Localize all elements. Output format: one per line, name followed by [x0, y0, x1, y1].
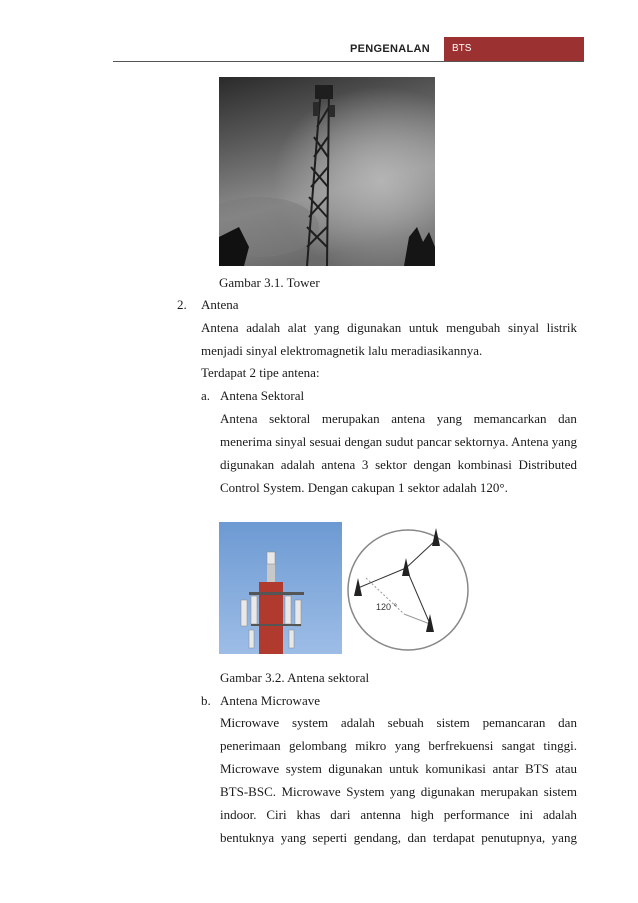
- tower-photo: [219, 77, 435, 266]
- sub-a-line2: menerima sinyal sesuai dengan sudut pancar sektornya. Antena yang: [220, 434, 578, 449]
- word: mengubah: [446, 320, 501, 335]
- figure1-caption: Gambar 3.1. Tower: [219, 275, 320, 290]
- word: penerimaan: [220, 738, 281, 753]
- word: ini: [519, 807, 534, 822]
- word: bentuknya: [220, 830, 275, 845]
- word: antar: [492, 761, 519, 776]
- word: high: [410, 807, 434, 822]
- header-tab: [444, 37, 584, 61]
- word: dari: [330, 807, 351, 822]
- sector-angle-label: 120 °: [376, 602, 398, 612]
- word: adalah: [340, 715, 375, 730]
- types-intro: Terdapat 2 tipe antena:: [201, 365, 320, 380]
- sector-diagram: [344, 518, 472, 658]
- word: adalah: [246, 320, 281, 335]
- word: terdapat: [432, 830, 475, 845]
- sub-b-letter: b.: [201, 693, 211, 708]
- word: adalah: [543, 807, 577, 822]
- word: pemancaran: [482, 715, 546, 730]
- header-tab-label: BTS: [452, 43, 472, 54]
- header-divider: [113, 61, 584, 62]
- word: untuk: [408, 320, 439, 335]
- sub-b-line1: [220, 715, 577, 731]
- sub-b-heading: Antena Microwave: [220, 693, 320, 708]
- word: dan: [558, 411, 577, 426]
- word: yang: [436, 411, 463, 426]
- word: yang: [390, 784, 416, 799]
- word: gelombang: [289, 738, 347, 753]
- sub-a-line3: [220, 457, 577, 473]
- sub-b-line5: [220, 807, 577, 823]
- word: kombinasi: [457, 457, 512, 472]
- word: sektoral: [269, 411, 311, 426]
- word: digunakan: [220, 457, 275, 472]
- word: Microwave: [281, 784, 341, 799]
- word: Distributed: [518, 457, 577, 472]
- sub-b-line6: [220, 830, 577, 846]
- antenna-photo: [219, 522, 342, 654]
- word: gendang,: [353, 830, 401, 845]
- word: sektor: [375, 457, 407, 472]
- word: Microwave: [220, 715, 280, 730]
- sub-b-line3: [220, 761, 577, 777]
- word: antena: [321, 457, 356, 472]
- word: Ciri: [266, 807, 287, 822]
- word: Microwave: [220, 761, 280, 776]
- section-heading: Antena: [201, 297, 239, 312]
- word: yang: [394, 738, 420, 753]
- word: system: [285, 761, 322, 776]
- word: berfrekuensi: [428, 738, 494, 753]
- word: antena: [391, 411, 426, 426]
- word: 3: [361, 457, 369, 472]
- word: adalah: [280, 457, 315, 472]
- word: BTS: [524, 761, 549, 776]
- word: alat: [287, 320, 307, 335]
- sub-b-line4: [220, 784, 577, 800]
- word: penutupnya,: [481, 830, 546, 845]
- word: tinggi.: [543, 738, 577, 753]
- section-para-line1: [201, 320, 577, 336]
- sub-a-letter: a.: [201, 388, 211, 403]
- word: Antena: [220, 411, 258, 426]
- word: atau: [555, 761, 577, 776]
- section-number: 2.: [177, 297, 187, 312]
- word: yang: [280, 830, 306, 845]
- word: antenna: [360, 807, 401, 822]
- section-para-line2: menjadi sinyal elektromagnetik lalu meradiasikannya.: [201, 343, 483, 358]
- word: Antena: [201, 320, 239, 335]
- word: performance: [443, 807, 510, 822]
- word: seperti: [312, 830, 348, 845]
- word: dan: [558, 715, 577, 730]
- sub-a-line4: Control System. Dengan cakupan 1 sektor adalah 120°.: [220, 480, 508, 495]
- word: dengan: [413, 457, 452, 472]
- word: sistem: [543, 784, 577, 799]
- word: digunakan: [347, 320, 402, 335]
- word: merupakan: [321, 411, 380, 426]
- word: listrik: [546, 320, 577, 335]
- word: digunakan: [328, 761, 383, 776]
- word: dan: [407, 830, 427, 845]
- word: sangat: [501, 738, 535, 753]
- sub-a-heading: Antena Sektoral: [220, 388, 305, 403]
- word: merupakan: [480, 784, 539, 799]
- figure2-caption: Gambar 3.2. Antena sektoral: [220, 670, 370, 685]
- word: sebuah: [387, 715, 424, 730]
- word: mikro: [355, 738, 387, 753]
- word: yang: [551, 830, 577, 845]
- word: komunikasi: [425, 761, 486, 776]
- sub-b-line2: [220, 738, 577, 754]
- word: yang: [314, 320, 340, 335]
- word: System: [346, 784, 385, 799]
- header-title: PENGENALAN: [350, 43, 431, 55]
- word: sinyal: [507, 320, 539, 335]
- word: system: [292, 715, 329, 730]
- word: khas: [296, 807, 321, 822]
- word: memancarkan: [473, 411, 547, 426]
- sub-a-line1: [220, 411, 577, 427]
- word: digunakan: [420, 784, 475, 799]
- word: sistem: [436, 715, 470, 730]
- word: BTS-BSC.: [220, 784, 276, 799]
- word: indoor.: [220, 807, 257, 822]
- word: untuk: [389, 761, 419, 776]
